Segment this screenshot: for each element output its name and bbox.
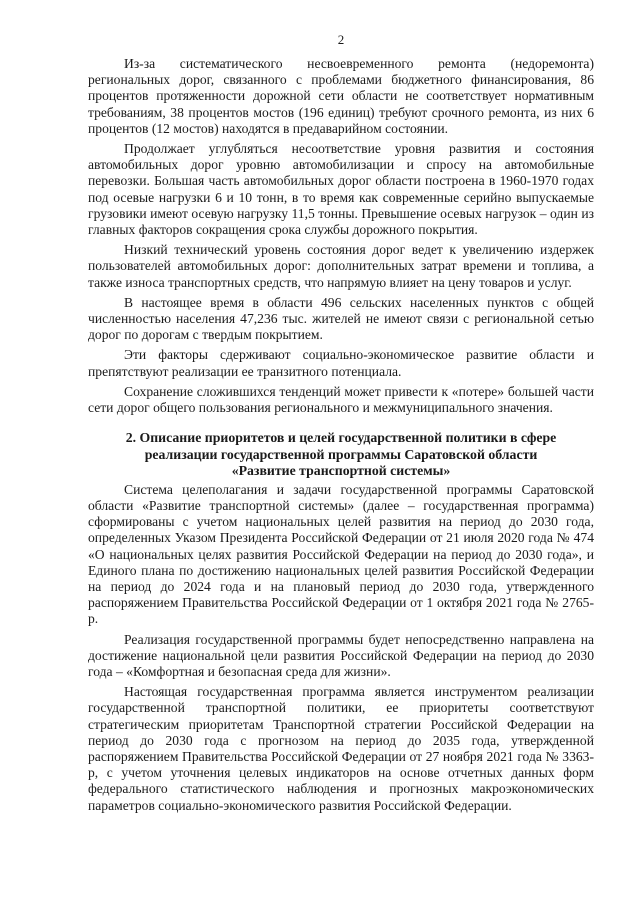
paragraph-road-repair: Из-за систематического несвоевременного ремонта (недоремонта) региональных дорог, связанного с проблемами бюджетного финансирования, 86 процентов протяженности дорожной сети области не соответствует нормативным требованиям, 38 процентов мостов (196 единиц) требуют срочного ремонта, из них 6 процентов (12 мостов) находятся в предаварийном состоянии. xyxy=(88,56,594,136)
paragraph-user-costs: Низкий технический уровень состояния дорог ведет к увеличению издержек пользователей автомобильных дорог: дополнительных затрат времени и топлива, а также износа транспортных средств, что напрямую влияет на цену товаров и услуг. xyxy=(88,242,594,290)
paragraph-instrument: Настоящая государственная программа является инструментом реализации государственной транспортной политики, ее приоритеты соответствуют стратегическим приоритетам Транспортной стратегии Российской Федерации на период до 2030 года с прогнозом на период до 2035 года, утвержденной распоряжением Правительства Российской Федерации от 27 ноября 2021 года № 3363-р, с учетом уточнения целевых индикаторов на основе отчетных данных форм федерального статистического наблюдения и прогнозных макроэкономических параметров социально-экономического развития Российской Федерации. xyxy=(88,684,594,813)
paragraph-trends: Сохранение сложившихся тенденций может привести к «потере» большей части сети дорог общего пользования регионального и межмуниципального значения. xyxy=(88,383,594,416)
page-number: 2 xyxy=(337,32,345,47)
paragraph-implementation: Реализация государственной программы будет непосредственно направлена на достижение национальной цели развития Российской Федерации на период до 2030 года – «Комфортная и безопасная среда для жизни». xyxy=(88,631,594,679)
section-heading-line-1: 2. Описание приоритетов и целей государственной политики в сфере xyxy=(125,430,557,446)
paragraph-rural-settlements: В настоящее время в области 496 сельских населенных пунктов с общей численностью населения 47,236 тыс. жителей не имеют связи с региональной сетью дорог по дорогам с твердым покрытием. xyxy=(88,294,594,343)
section-heading-line-2: реализации государственной программы Саратовской области xyxy=(144,446,538,462)
paragraph-road-mismatch: Продолжает углубляться несоответствие уровня развития и состояния автомобильных дорог уровню автомобилизации и спросу на автомобильные перевозки. Большая часть автомобильных дорог области построена в 1960-1970 годах под осевые нагрузки 6 и 10 тонн, в то время как современные серийно выпускаемые грузовики имеют осевую нагрузку 11,5 тонны. Превышение осевых нагрузок – один из главных факторов сокращения срока службы дорожного покрытия. xyxy=(88,141,594,238)
section-heading-line-3: «Развитие транспортной системы» xyxy=(231,463,451,479)
paragraph-factors: Эти факторы сдерживают социально-экономическое развитие области и препятствуют реализации ее транзитного потенциала. xyxy=(88,347,594,379)
section-heading xyxy=(88,430,594,480)
document-page xyxy=(88,32,594,818)
paragraph-goal-system: Система целеполагания и задачи государственной программы Саратовской области «Развитие транспортной системы» (далее – государственная программа) сформированы с учетом национальных целей развития на период до 2030 года, определенных Указом Президента Российской Федерации от 21 июля 2020 года № 474 «О национальных целях развития Российской Федерации на период до 2030 года», и Единого плана по достижению национальных целей развития Российской Федерации на период до 2024 года и на плановый период до 2030 года, утвержденного распоряжением Правительства Российской Федерации от 1 октября 2021 года № 2765-р. xyxy=(88,481,594,627)
